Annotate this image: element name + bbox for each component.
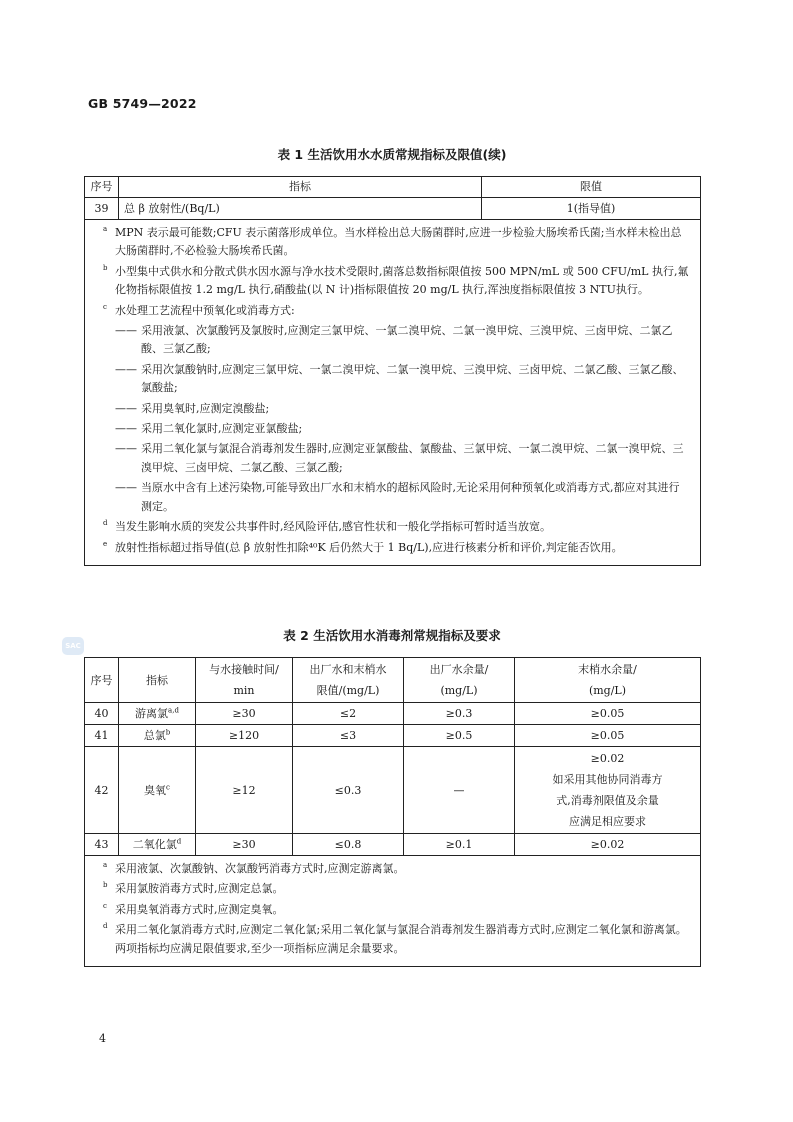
row-no: 42 <box>85 747 119 834</box>
table2-caption: 表 2 生活饮用水消毒剂常规指标及要求 <box>283 628 501 643</box>
dash-item: —— 采用臭氧时,应测定溴酸盐; <box>115 401 270 415</box>
header-contact-time: 与水接触时间/ min <box>196 658 293 703</box>
dash-item: —— 采用二氧化氯与氯混合消毒剂发生器时,应测定亚氯酸盐、氯酸盐、三氯甲烷、一氯二溴甲烷、二氯一溴甲烷、三溴甲烷、三卤甲烷、二氯乙酸、三氯乙酸; <box>115 442 684 474</box>
row-no: 43 <box>85 834 119 856</box>
footnote-a: a 采用液氯、次氯酸钠、次氯酸钙消毒方式时,应测定游离氯。 <box>103 861 405 875</box>
table2-notes <box>85 856 701 967</box>
footnote-b: b 采用氯胺消毒方式时,应测定总氯。 <box>103 881 284 896</box>
row-no: 41 <box>85 725 119 747</box>
page-number: 4 <box>99 1032 106 1045</box>
table-row <box>85 725 701 747</box>
row-no: 39 <box>85 198 119 220</box>
row-limit: ≤0.8 <box>293 834 404 856</box>
table1 <box>84 176 701 566</box>
header-limit: 限值 <box>482 177 701 198</box>
row-indicator: 臭氧$^c$ <box>119 747 196 834</box>
row-tail: ≥0.05 <box>515 725 701 747</box>
footnote-b: b 小型集中式供水和分散式供水因水源与净水技术受限时,菌落总数指标限值按 500 MPN/mL 或 500 CFU/mL 执行,氟化物指标限值按 1.2 mg/L 执行,硝酸盐(以 N 计)指标限值按 20 mg/L 执行,浑浊度指标限值按 3 NTU执行。 <box>103 263 689 297</box>
table-row <box>85 703 701 725</box>
header-indicator: 指标 <box>119 177 482 198</box>
sac-watermark-logo: SAC <box>62 637 84 655</box>
header-no: 序号 <box>85 658 119 703</box>
row-tail: ≥0.05 <box>515 703 701 725</box>
row-contact: ≥30 <box>196 703 293 725</box>
table2-header-row <box>85 658 701 703</box>
row-factory: — <box>404 747 515 834</box>
table-row <box>85 834 701 856</box>
header-tail-residual: 末梢水余量/ (mg/L) <box>515 658 701 703</box>
footnote-d: d 当发生影响水质的突发公共事件时,经风险评估,感官性状和一般化学指标可暂时适当放宽。 <box>103 519 551 534</box>
standard-code: GB 5749—2022 <box>88 96 197 111</box>
footnote-e: e 放射性指标超过指导值(总 β 放射性扣除⁴⁰K 后仍然大于 1 Bq/L),应进行核素分析和评价,判定能否饮用。 <box>103 539 623 554</box>
row-contact: ≥12 <box>196 747 293 834</box>
row-tail: ≥0.02 <box>515 834 701 856</box>
table2 <box>84 657 701 967</box>
table1-notes <box>85 220 701 566</box>
dash-item: —— 采用次氯酸钠时,应测定三氯甲烷、一氯二溴甲烷、二氯一溴甲烷、三溴甲烷、三卤甲烷、二氯乙酸、三氯乙酸、氯酸盐; <box>115 362 684 395</box>
row-factory: ≥0.3 <box>404 703 515 725</box>
header-indicator: 指标 <box>119 658 196 703</box>
dash-item: —— 当原水中含有上述污染物,可能导致出厂水和末梢水的超标风险时,无论采用何种预氧化或消毒方式,都应对其进行测定。 <box>115 481 680 513</box>
header-factory-residual: 出厂水余量/ (mg/L) <box>404 658 515 703</box>
row-contact: ≥30 <box>196 834 293 856</box>
table1-caption: 表 1 生活饮用水水质常规指标及限值(续) <box>277 147 507 162</box>
row-limit: 1(指导值) <box>482 198 701 220</box>
footnote-d: d 采用二氧化氯消毒方式时,应测定二氧化氯;采用二氧化氯与氯混合消毒剂发生器消毒方式时,应测定二氧化氯和游离氯。两项指标均应满足限值要求,至少一项指标应满足余量要求。 <box>103 922 687 955</box>
row-limit: ≤0.3 <box>293 747 404 834</box>
header-limit: 出厂水和末梢水 限值/(mg/L) <box>293 658 404 703</box>
footnote-a: a MPN 表示最可能数;CFU 表示菌落形成单位。当水样检出总大肠菌群时,应进一步检验大肠埃希氏菌;当水样未检出总大肠菌群时,不必检验大肠埃希氏菌。 <box>103 225 682 258</box>
row-contact: ≥120 <box>196 725 293 747</box>
table-row <box>85 747 701 834</box>
row-indicator: 总 β 放射性/(Bq/L) <box>119 198 482 220</box>
row-factory: ≥0.1 <box>404 834 515 856</box>
dash-item: —— 采用二氧化氯时,应测定亚氯酸盐; <box>115 422 303 436</box>
row-factory: ≥0.5 <box>404 725 515 747</box>
row-no: 40 <box>85 703 119 725</box>
table-row <box>85 198 701 220</box>
row-limit: ≤2 <box>293 703 404 725</box>
row-tail: ≥0.02 如采用其他协同消毒方 式,消毒剂限值及余量 应满足相应要求 <box>515 747 701 834</box>
row-limit: ≤3 <box>293 725 404 747</box>
dash-item: —— 采用液氯、次氯酸钙及氯胺时,应测定三氯甲烷、一氯二溴甲烷、二氯一溴甲烷、三溴甲烷、三卤甲烷、二氯乙酸、三氯乙酸; <box>115 324 673 356</box>
footnote-c: c 采用臭氧消毒方式时,应测定臭氧。 <box>103 901 284 916</box>
header-no: 序号 <box>85 177 119 198</box>
footnote-c: c 水处理工艺流程中预氧化或消毒方式: <box>103 302 295 317</box>
row-indicator: 总氯$^b$ <box>119 725 196 747</box>
table1-header-row <box>85 177 701 198</box>
row-indicator: 二氧化氯$^d$ <box>119 834 196 856</box>
row-indicator: 游离氯$^{a,d}$ <box>119 703 196 725</box>
